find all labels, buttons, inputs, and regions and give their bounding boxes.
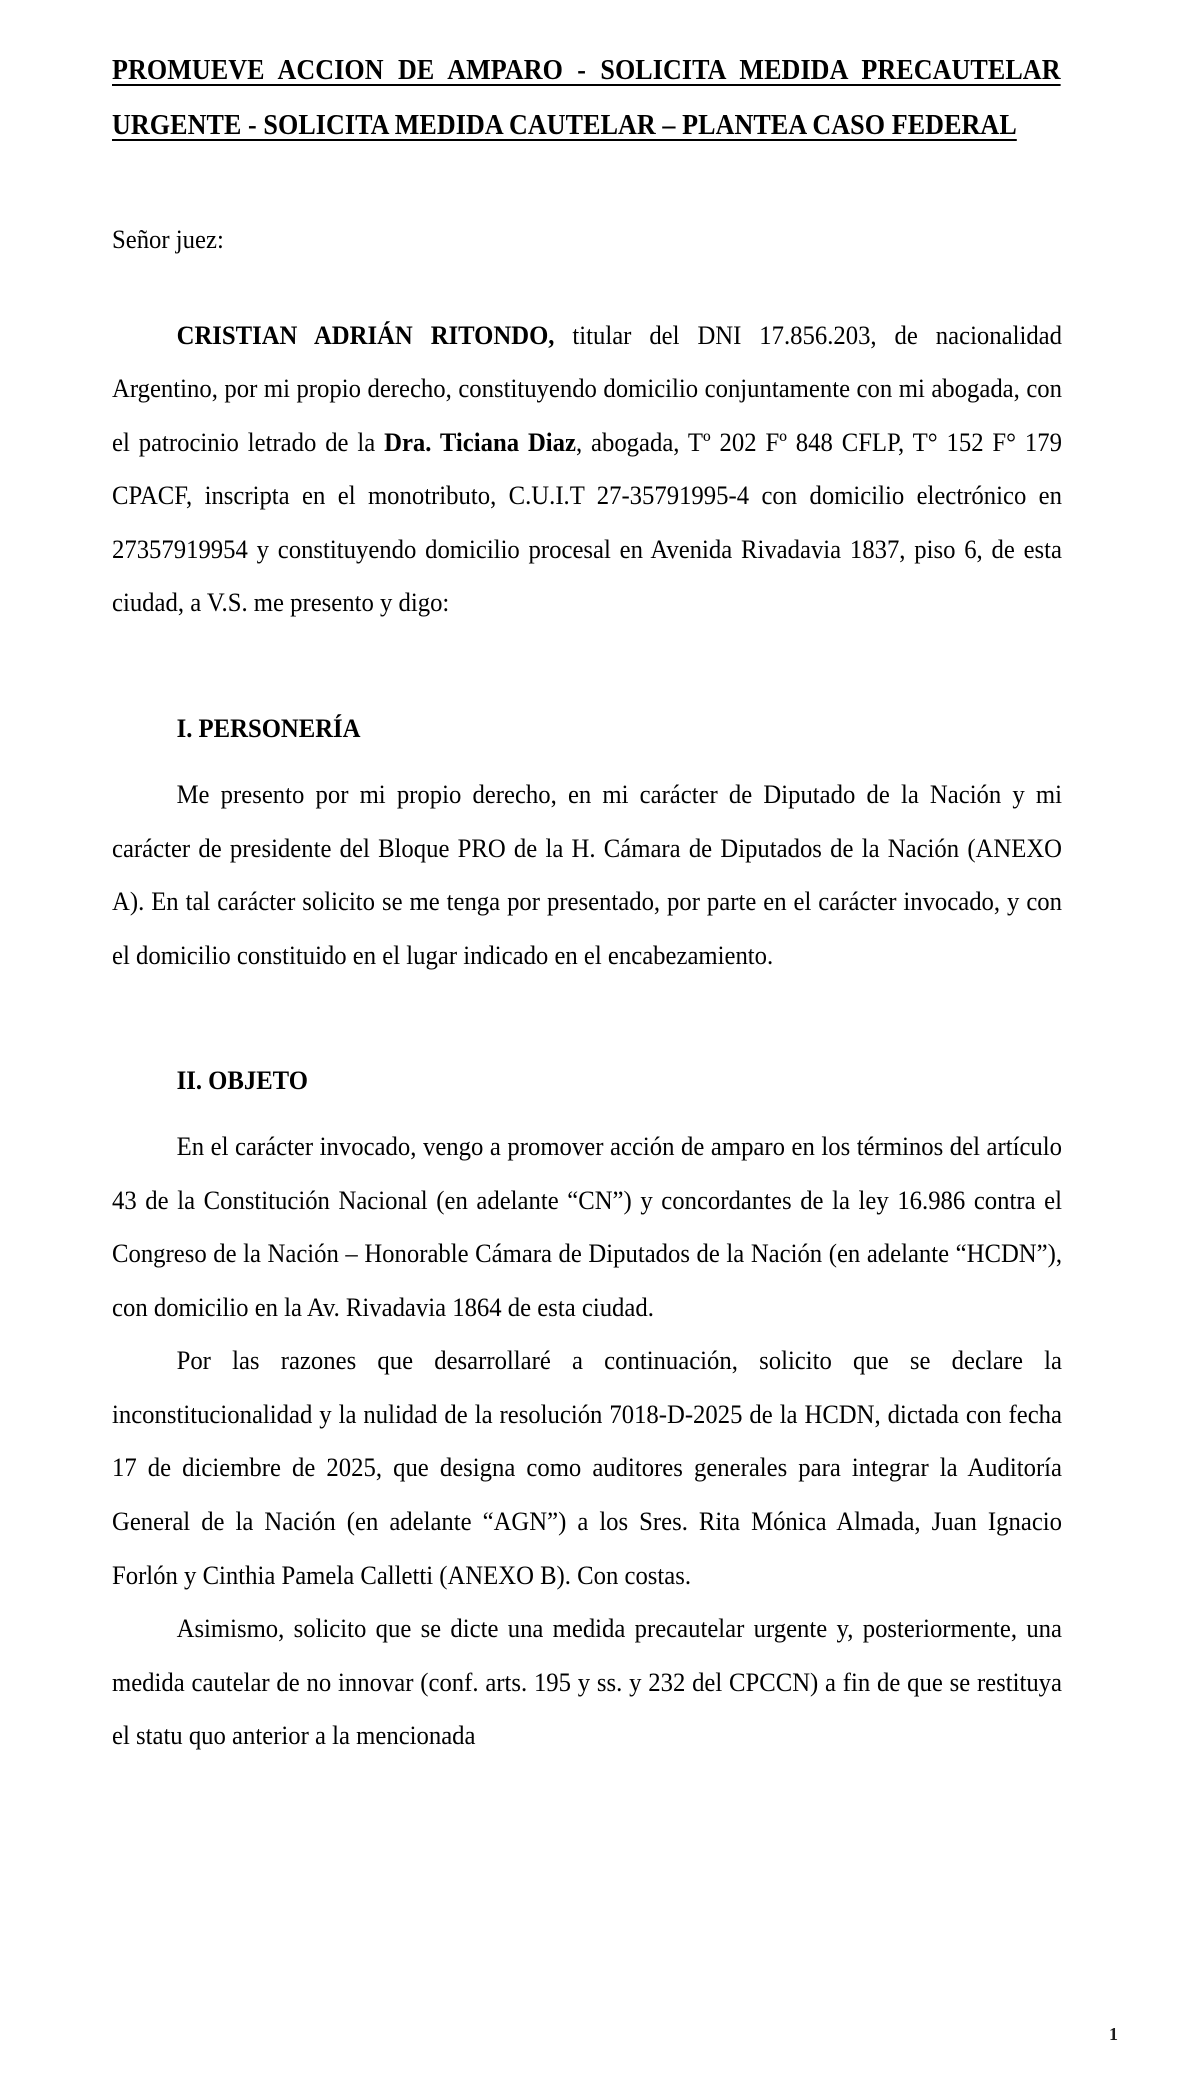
spacer	[112, 982, 1062, 1068]
section-heading-personeria: I. PERSONERÍA	[176, 714, 361, 743]
document-content	[112, 0, 1062, 1763]
intro-text-after-name: titular del DNI 17.856.203, de nacionalidad Argentino, por mi propio derecho, constituyendo domicilio conjuntamente con mi abogada, con el patrocinio letrado de la	[112, 320, 1062, 457]
spacer	[112, 1094, 1062, 1120]
intro-text-after-lawyer: , abogada, Tº 202 Fº 848 CFLP, T° 152 F° 179 CPACF, inscripta en el monotributo, C.U.I.T 27-35791995-4 con domicilio electrónico en 27357919954 y constituyendo domicilio procesal en Avenida Rivadavia 1837, piso 6, de esta ciudad, a V.S. me presento y digo:	[112, 427, 1062, 618]
salutation: Señor juez:	[112, 224, 224, 254]
objeto-paragraph-3: Asimismo, solicito que se dicte una medida precautelar urgente y, posteriormente, una medida cautelar de no innovar (conf. arts. 195 y ss. y 232 del CPCCN) a fin de que se restituya el statu quo anterior a la mencionada	[112, 1614, 1063, 1751]
spacer	[112, 742, 1062, 768]
objeto-paragraph-1: En el carácter invocado, vengo a promover acción de amparo en los términos del artículo 43 de la Constitución Nacional (en adelante “CN”) y concordantes de la ley 16.986 contra el Congreso de la Nación – Honorable Cámara de Diputados de la Nación (en adelante “HCDN”), con domicilio en la Av. Rivadavia 1864 de esta ciudad.	[112, 1132, 1063, 1322]
spacer	[112, 630, 1062, 716]
personeria-paragraph-1: Me presento por mi propio derecho, en mi carácter de Diputado de la Nación y mi carácter de presidente del Bloque PRO de la H. Cámara de Diputados de la Nación (ANEXO A). En tal carácter solicito se me tenga por presentado, por parte en el carácter invocado, y con el domicilio constituido en el lugar indicado en el encabezamiento.	[112, 780, 1063, 970]
document-title	[112, 0, 1061, 149]
spacer	[112, 253, 1062, 309]
lawyer-name: Dra. Ticiana Diaz	[384, 427, 576, 457]
section-heading-objeto: II. OBJETO	[176, 1066, 308, 1096]
document-title-line-1: PROMUEVE ACCION DE AMPARO - SOLICITA MEDIDA PRECAUTELAR	[112, 55, 1061, 86]
document-title-line-2: URGENTE - SOLICITA MEDIDA CAUTELAR – PLANTEA CASO FEDERAL	[112, 110, 1017, 142]
petitioner-name: CRISTIAN ADRIÁN RITONDO,	[176, 320, 555, 350]
page-number: 1	[1109, 2024, 1118, 2044]
intro-paragraph	[112, 309, 1062, 630]
objeto-paragraph-2: Por las razones que desarrollaré a continuación, solicito que se declare la inconstitucionalidad y la nulidad de la resolución 7018-D-2025 de la HCDN, dictada con fecha 17 de diciembre de 2025, que designa como auditores generales para integrar la Auditoría General de la Nación (en adelante “AGN”) a los Sres. Rita Mónica Almada, Juan Ignacio Forlón y Cinthia Pamela Calletti (ANEXO B). Con costas.	[112, 1346, 1063, 1590]
